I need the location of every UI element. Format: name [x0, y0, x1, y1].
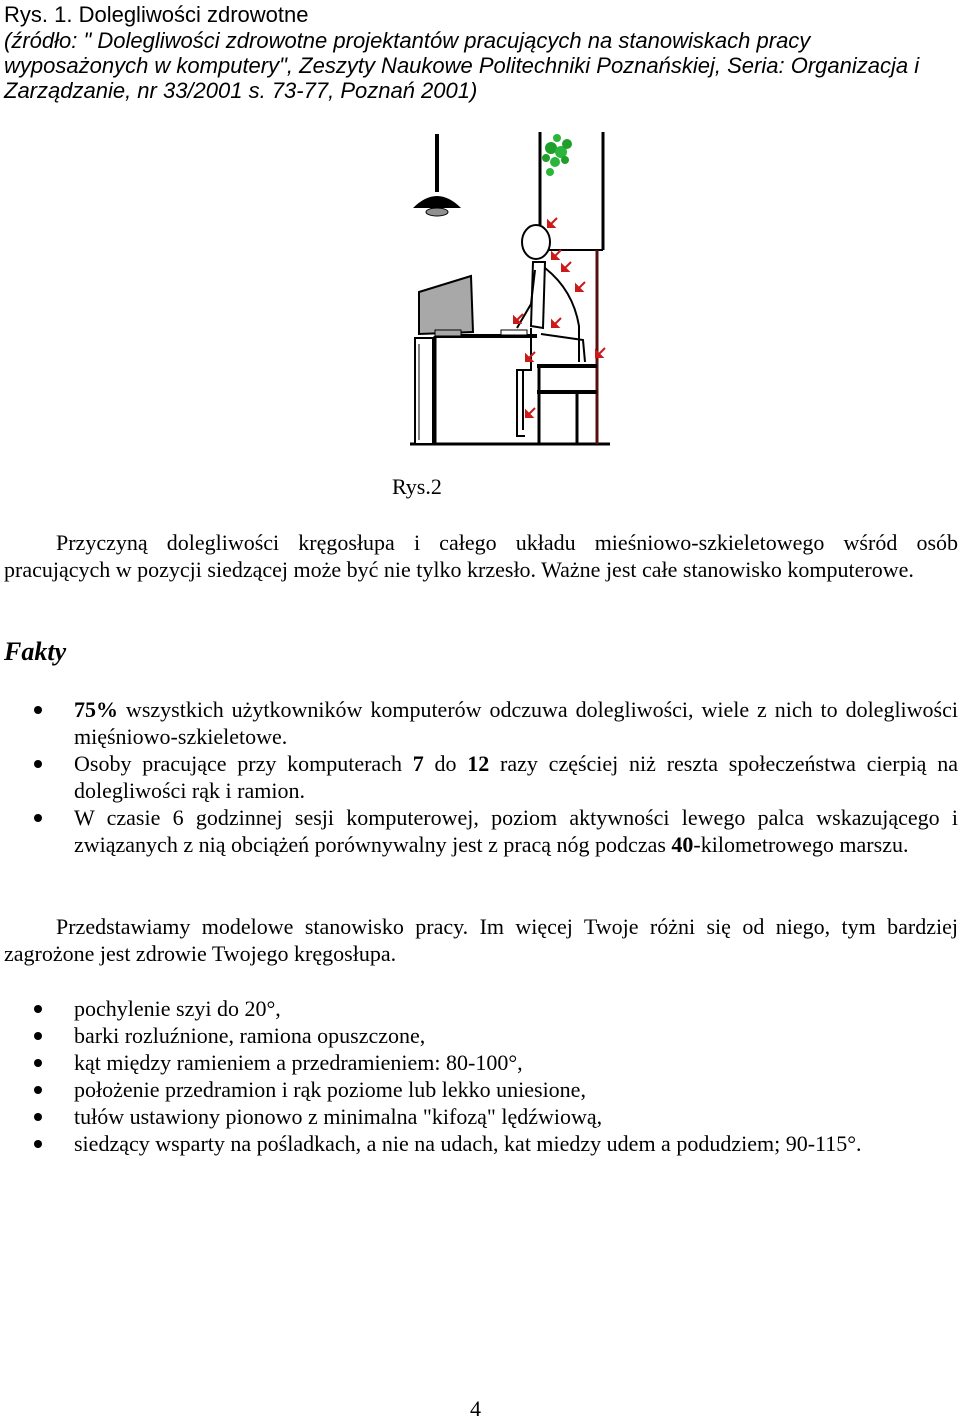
posture-item	[0, 1049, 960, 1076]
bullet-icon	[34, 1005, 42, 1013]
bullet-icon	[34, 1032, 42, 1040]
figure-1-source-line: (źródło: " Dolegliwości zdrowotne projektantów pracujących na stanowiskach pracy	[4, 28, 811, 53]
fact-text: Osoby pracujące przy komputerach	[74, 751, 413, 776]
posture-text: położenie przedramion i rąk poziome lub lekko uniesione,	[74, 1077, 586, 1102]
intro-paragraph: Przyczyną dolegliwości kręgosłupa i całego układu mieśniowo-szkieletowego wśród osób pracujących w pozycji siedzącej może być nie tylko krzesło. Ważne jest całe stanowisko komputerowe.	[4, 530, 958, 582]
bullet-icon	[34, 760, 42, 768]
fact-item	[0, 804, 960, 858]
bullet-icon	[34, 706, 42, 714]
fact-text: do	[423, 751, 468, 776]
posture-text: siedzący wsparty na pośladkach, a nie na udach, kat miedzy udem a podudziem; 90-115°.	[74, 1131, 862, 1156]
bullet-icon	[34, 1086, 42, 1094]
figure-1-source-line: Zarządzanie, nr 33/2001 s. 73-77, Poznań 2001)	[4, 78, 478, 103]
fact-number: 75%	[74, 697, 118, 722]
bullet-icon	[34, 814, 42, 822]
fact-text: razy częściej niż reszta społeczeństwa cierpią na dolegliwości rąk i ramion.	[74, 751, 958, 803]
fact-text: W czasie 6 godzinnej sesji komputerowej, poziom aktywności lewego palca wskazującego i związanych z nią obciążeń porównywalny jest z pracą nóg podczas	[74, 805, 958, 857]
fact-text: wszystkich użytkowników komputerów odczuwa dolegliwości, wiele z nich to dolegliwości mięśniowo-szkieletowe.	[74, 697, 958, 749]
fact-text: -kilometrowego marszu.	[693, 832, 909, 857]
pain-arrow	[548, 218, 557, 227]
monitor	[419, 276, 473, 336]
pain-arrow	[552, 318, 561, 327]
desk	[415, 336, 537, 444]
fact-number: 7	[412, 751, 424, 776]
plant-leaves	[542, 134, 572, 176]
facts-list	[0, 696, 960, 858]
posture-item	[0, 1022, 960, 1049]
fact-item	[0, 696, 960, 750]
page-number: 4	[470, 1396, 481, 1421]
posture-text: barki rozluźnione, ramiona opuszczone,	[74, 1023, 426, 1048]
fact-item	[0, 750, 960, 804]
posture-text: pochylenie szyi do 20°,	[74, 996, 281, 1021]
window	[540, 132, 603, 250]
posture-item	[0, 1103, 960, 1130]
figure-1-source-line: wyposażonych w komputery", Zeszyty Naukowe Politechniki Poznańskiej, Seria: Organizacja i	[4, 53, 920, 78]
workstation-illustration	[405, 130, 615, 448]
figure-1-title: Rys. 1. Dolegliwości zdrowotne	[4, 2, 309, 27]
fact-number: 12	[467, 751, 490, 776]
posture-item	[0, 1130, 960, 1157]
facts-heading: Fakty	[4, 637, 67, 666]
fact-number: 40	[671, 832, 694, 857]
ceiling-lamp	[413, 134, 461, 216]
pain-arrow	[562, 262, 571, 271]
bullet-icon	[34, 1140, 42, 1148]
bullet-icon	[34, 1059, 42, 1067]
bullet-icon	[34, 1113, 42, 1121]
posture-list	[0, 995, 960, 1157]
pain-arrow	[526, 408, 535, 417]
chair	[537, 250, 597, 444]
figure-2-caption: Rys.2	[392, 474, 442, 499]
pain-arrow	[576, 282, 585, 291]
posture-text: kąt między ramieniem a przedramieniem: 80-100°,	[74, 1050, 523, 1075]
posture-item	[0, 1076, 960, 1103]
figure-1-source	[4, 28, 954, 103]
posture-text: tułów ustawiony pionowo z minimalna "kifozą" lędźwiową,	[74, 1104, 603, 1129]
model-paragraph: Przedstawiamy modelowe stanowisko pracy. Im więcej Twoje różni się od niego, tym bardziej zagrożone jest zdrowie Twojego kręgosłupa.	[4, 914, 958, 966]
keyboard	[501, 330, 527, 335]
pain-arrow	[552, 250, 561, 259]
posture-item	[0, 995, 960, 1022]
